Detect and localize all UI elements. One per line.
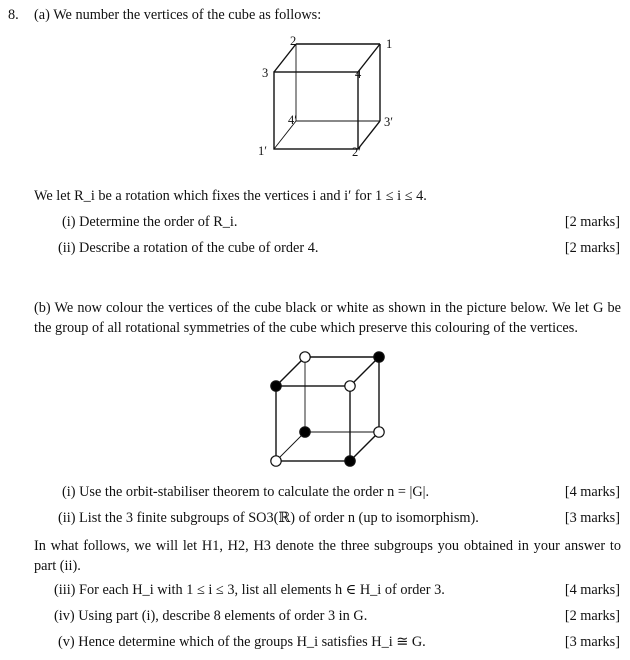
cube-b-edge	[276, 357, 305, 386]
question-number: 8.	[8, 7, 19, 23]
item-text: Use the orbit-stabiliser theorem to calculate the order n = |G|.	[79, 484, 430, 500]
part-b-item-v	[58, 634, 426, 651]
part-b-item-iii	[54, 582, 445, 599]
item-text: Describe a rotation of the cube of order 4.	[79, 240, 319, 256]
vertex-label-2prime: 2′	[352, 145, 361, 159]
item-num: (i)	[62, 484, 76, 500]
vertex-label-3prime: 3′	[384, 115, 393, 129]
marks-b-ii: [3 marks]	[564, 510, 620, 526]
part-a-intro: We number the vertices of the cube as follows:	[53, 7, 322, 23]
cube-b-edge	[350, 432, 379, 461]
rotation-definition: We let R_i be a rotation which fixes the vertices i and i′ for 1 ≤ i ≤ 4.	[34, 188, 427, 204]
part-b-intro	[34, 298, 621, 338]
part-b-item-ii	[58, 510, 479, 527]
vertex-label-4: 4	[355, 67, 362, 81]
item-text: Determine the order of R_i.	[79, 214, 238, 230]
vertex-label-1: 1	[386, 37, 393, 51]
part-a-item-ii	[58, 240, 318, 257]
item-text: Using part (i), describe 8 elements of order 3 in G.	[78, 608, 368, 624]
vertex-white	[271, 456, 281, 466]
vertex-white	[300, 352, 310, 362]
marks-a-ii: [2 marks]	[564, 240, 620, 256]
part-b-intro-text: We now colour the vertices of the cube black or white as shown in the picture below. We let G be the group of all rotational symmetries of the cube which preserve this colouring of the vertices.	[34, 300, 621, 336]
cube-b-edge-hidden	[276, 432, 305, 461]
part-b-item-iv	[54, 608, 367, 625]
part-a-label: (a)	[34, 7, 50, 23]
part-b-label: (b)	[34, 300, 51, 316]
marks-b-iii: [4 marks]	[564, 582, 620, 598]
marks-b-v: [3 marks]	[564, 634, 620, 650]
cube-a-edge	[358, 44, 380, 72]
cube-diagram-b	[276, 357, 379, 461]
vertex-black	[271, 381, 281, 391]
marks-a-i: [2 marks]	[564, 214, 620, 230]
item-num: (ii)	[58, 240, 76, 256]
vertex-label-3: 3	[262, 66, 269, 80]
part-b-followup: In what follows, we will let H1, H2, H3 denote the three subgroups you obtained in your answer to part (ii).	[34, 538, 621, 574]
vertex-white	[374, 427, 384, 437]
vertex-label-1prime: 1′	[258, 144, 267, 158]
item-text: List the 3 finite subgroups of SO3(ℝ) of order n (up to isomorphism).	[79, 510, 479, 526]
item-num: (iii)	[54, 582, 76, 598]
item-num: (v)	[58, 634, 75, 650]
vertex-white	[345, 381, 355, 391]
vertex-black	[300, 427, 310, 437]
cube-b-edge	[350, 357, 379, 386]
vertex-label-2: 2	[290, 34, 297, 48]
cube-a-edge	[358, 121, 380, 149]
vertex-black	[374, 352, 384, 362]
cube-a-edge	[274, 44, 296, 72]
vertex-label-4prime: 4′	[288, 113, 297, 127]
marks-b-iv: [2 marks]	[564, 608, 620, 624]
cube-a-front-face	[274, 72, 358, 149]
marks-b-i: [4 marks]	[564, 484, 620, 500]
item-num: (iv)	[54, 608, 75, 624]
item-num: (i)	[62, 214, 76, 230]
item-text: Hence determine which of the groups H_i satisfies H_i ≅ G.	[78, 634, 426, 650]
vertex-black	[345, 456, 355, 466]
item-num: (ii)	[58, 510, 76, 526]
part-a-item-i	[62, 214, 237, 231]
item-text: For each H_i with 1 ≤ i ≤ 3, list all elements h ∈ H_i of order 3.	[79, 582, 445, 598]
cube-diagram-a	[274, 44, 380, 149]
part-b-item-i	[62, 484, 429, 501]
